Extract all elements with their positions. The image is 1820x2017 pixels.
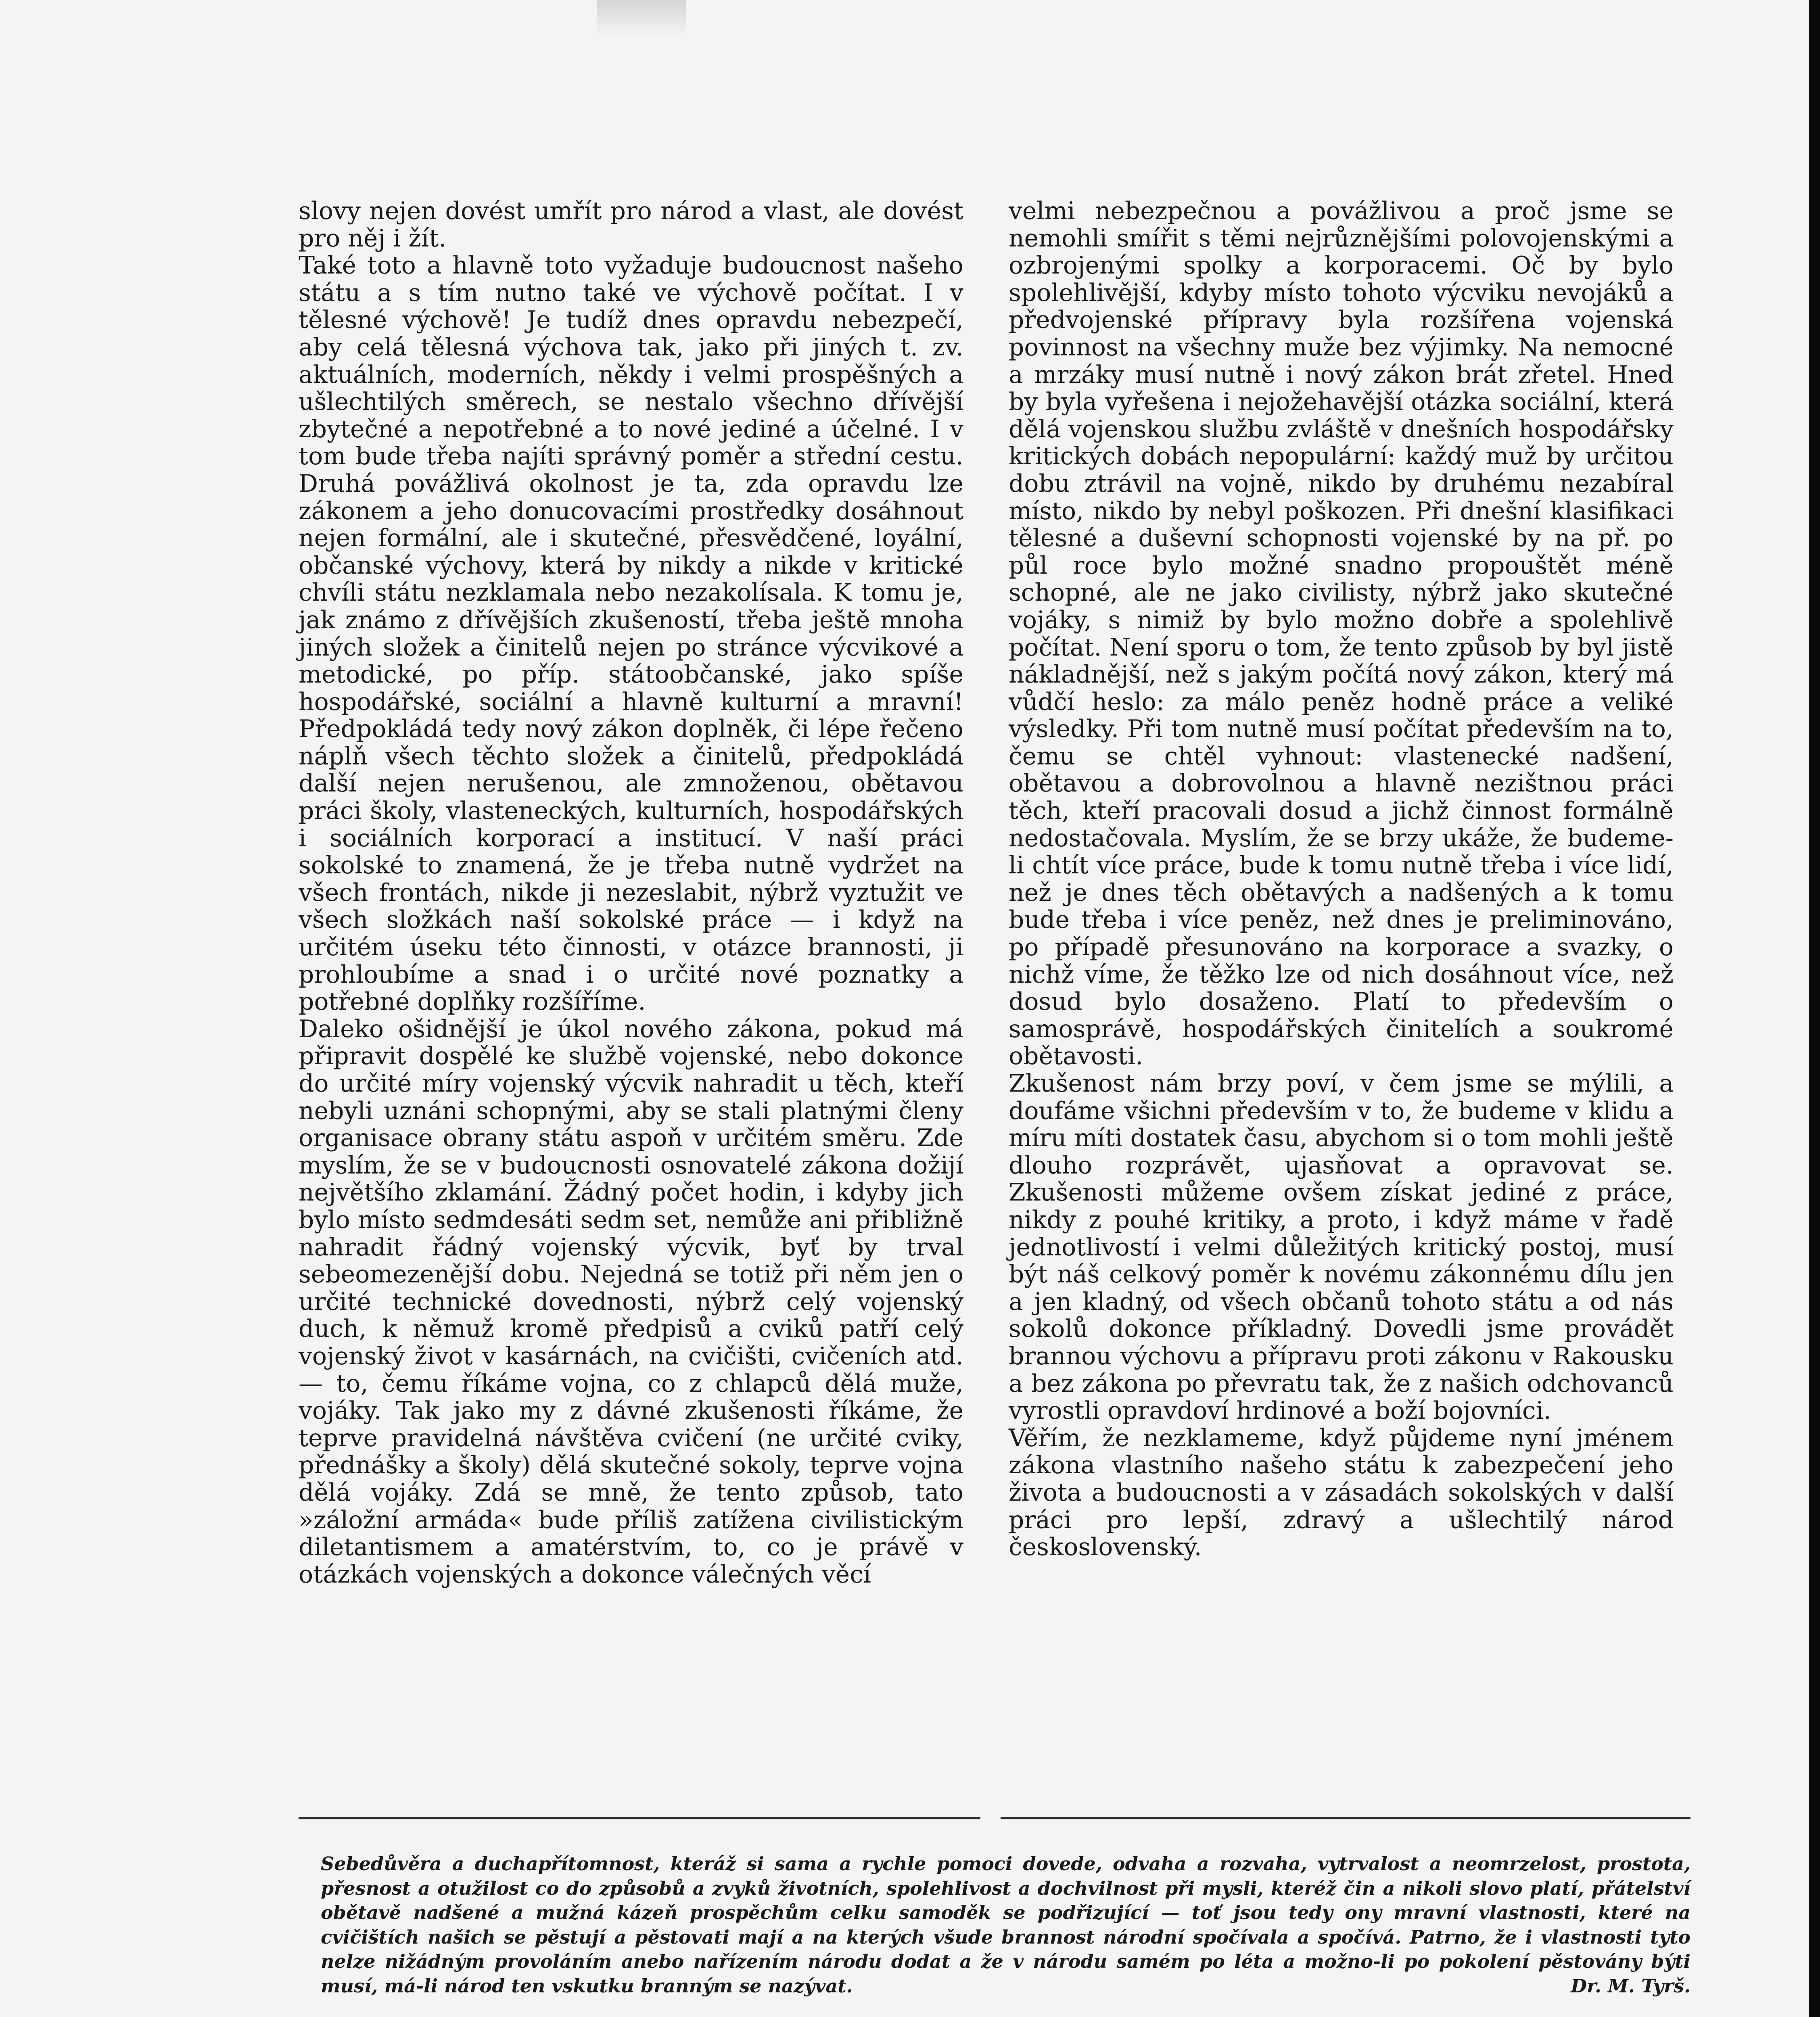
- article-column-right: [1009, 198, 1674, 1561]
- right-paragraph-2: Zkušenost nám brzy poví, v čem jsme se mýlili, a doufáme všichni především v to, že budeme v klidu a míru míti dostatek času, abychom si o tom mohli ještě dlouho rozprávět, ujasňovat a opravovat se. Zkušenosti můžeme ovšem získat jediné z práce, nikdy z pouhé kritiky, a proto, i když máme v řadě jednotlivostí i velmi důležitých kritický postoj, musí být náš celkový poměr k novému zákonnému dílu jen a jen kladný, od všech občanů tohoto státu a od nás sokolů dokonce příkladný. Dovedli jsme provádět brannou výchovu a přípravu proti zákonu v Rakousku a bez zákona po převratu tak, že z našich odchovanců vyrostli opravdoví hrdinové a boží bojovníci.: [1009, 1069, 1674, 1425]
- divider-rule-left: [299, 1817, 980, 1819]
- divider-rule-right: [1001, 1817, 1690, 1819]
- quote-text: Sebedůvěra a duchapřítomnost, kteráž si sama a rychle pomoci dovede, odvaha a rozvaha, vytrvalost a neomrzelost, prostota, přesnost a otužilost co do způsobů a zvyků životních, spolehlivost a dochvilnost při mysli, kteréž čin a nikoli slovo platí, přátelství obětavě nadšené a mužná kázeň prospěchům celku samoděk se podřizující — toť jsou tedy ony mravní vlastnosti, které na cvičištích našich se pěstují a pěstovati mají a na kterých všude brannost národní spočívala a spočívá. Patrno, že i vlastnosti tyto nelze nižádným provoláním anebo nařízením národu dodat a že v národu samém po léta a možno-li po pokolení pěstovány býti musí, má-li národ ten vskutku branným se nazývat.: [321, 1853, 1690, 1997]
- right-paragraph-3: Věřím, že nezklameme, když půjdeme nyní jménem zákona vlastního našeho státu k zabezpečení jeho života a budoucnosti a v zásadách sokolských v další práci pro lepší, zdravý a ušlechtilý národ československý.: [1009, 1424, 1674, 1562]
- quote-author: Dr. M. Tyrš.: [1571, 1975, 1690, 1997]
- right-paragraph-1: velmi nebezpečnou a povážlivou a proč jsme se nemohli smířit s těmi nejrůznějšími polovojenskými a ozbrojenými spolky a korporacemi. Oč by bylo spolehlivější, kdyby místo tohoto výcviku nevojáků a předvojenské přípravy byla rozšířena vojenská povinnost na všechny muže bez výjimky. Na nemocné a mrzáky musí nutně i nový zákon brát zřetel. Hned by byla vyřešena i nejožehavější otázka sociální, která dělá vojenskou službu zvláště v dnešních hospodářsky kritických dobách nepopulární: každý muž by určitou dobu ztrávil na vojně, nikdo by druhému nezabíral místo, nikdo by nebyl poškozen. Při dnešní klasifikaci tělesné a duševní schopnosti vojenské by na př. po půl roce bylo možné snadno propouštět méně schopné, ale ne jako civilisty, nýbrž jako skutečné vojáky, s nimiž by bylo možno dobře a spolehlivě počítat. Není sporu o tom, že tento způsob by byl jistě nákladnější, než s jakým počítá nový zákon, který má vůdčí heslo: za málo peněz hodně práce a veliké výsledky. Při tom nutně musí počítat především na to, čemu se chtěl vyhnout: vlastenecké nadšení, obětavou a dobrovolnou a hlavně nezištnou práci těch, kteří pracovali dosud a jichž činnost formálně nedostačovala. Myslím, že se brzy ukáže, že budeme-li chtít více práce, bude k tomu nutně třeba i více lidí, než je dnes těch obětavých a nadšených a k tomu bude třeba i více peněz, než dnes je preliminováno, po případě přesunováno na korporace a svazky, o nichž víme, že těžko lze od nich dosáhnout více, než dosud bylo dosaženo. Platí to především o samosprávě, hospodářských činitelích a soukromé obětavosti.: [1009, 197, 1674, 1071]
- left-paragraph-1: slovy nejen dovést umřít pro národ a vlast, ale dovést pro něj i žít.: [299, 197, 963, 253]
- scan-smudge: [597, 0, 686, 36]
- left-paragraph-2: Také toto a hlavně toto vyžaduje budoucnost našeho státu a s tím nutno také ve výchově počítat. I v tělesné výchově! Je tudíž dnes opravdu nebezpečí, aby celá tělesná výchova tak, jako při jiných t. zv. aktuálních, moderních, někdy i velmi prospěšných a ušlechtilých směrech, se nestalo všechno dřívější zbytečné a nepotřebné a to nové jediné a účelné. I v tom bude třeba najíti správný poměr a střední cestu. Druhá povážlivá okolnost je ta, zda opravdu lze zákonem a jeho donucovacími prostředky dosáhnout nejen formální, ale i skutečné, přesvědčené, loyální, občanské výchovy, která by nikdy a nikde v kritické chvíli státu nezklamala nebo nezakolísala. K tomu je, jak známo z dřívějších zkušeností, třeba ještě mnoha jiných složek a činitelů nejen po stránce výcvikové a metodické, po příp. státoobčanské, jako spíše hospodářské, sociální a hlavně kulturní a mravní! Předpokládá tedy nový zákon doplněk, či lépe řečeno náplň všech těchto složek a činitelů, předpokládá další nejen nerušenou, ale zmnoženou, obětavou práci školy, vlasteneckých, kulturních, hospodářských i sociálních korporací a institucí. V naší práci sokolské to znamená, že je třeba nutně vydržet na všech frontách, nikde ji nezeslabit, nýbrž vyztužit ve všech složkách naší sokolské práce — i když na určitém úseku této činnosti, v otázce brannosti, ji prohloubíme a snad i o určité nové poznatky a potřebné doplňky rozšíříme.: [299, 251, 963, 1016]
- left-paragraph-3: Daleko ošidnější je úkol nového zákona, pokud má připravit dospělé ke službě vojenské, nebo dokonce do určité míry vojenský výcvik nahradit u těch, kteří nebyli uznáni schopnými, aby se stali platnými členy organisace obrany státu aspoň v určitém směru. Zde myslím, že se v budoucnosti osnovatelé zákona dožijí největšího zklamání. Žádný počet hodin, i kdyby jich bylo místo sedmdesáti sedm set, nemůže ani přibližně nahradit řádný vojenský výcvik, byť by trval sebeomezenější dobu. Nejedná se totiž při něm jen o určité technické dovednosti, nýbrž celý vojenský duch, k němuž kromě předpisů a cviků patří celý vojenský život v kasárnách, na cvičišti, cvičeních atd. — to, čemu říkáme vojna, co z chlapců dělá muže, vojáky. Tak jako my z dávné zkušenosti říkáme, že teprve pravidelná návštěva cvičení (ne určité cviky, přednášky a školy) dělá skutečné sokoly, teprve vojna dělá vojáky. Zdá se mně, že tento způsob, tato »záložní armáda« bude příliš zatížena civilistickým diletantismem a amatérstvím, to, co je právě v otázkách vojenských a dokonce válečných věcí: [299, 1015, 963, 1589]
- article-column-left: [299, 198, 963, 1588]
- scan-border-right: [1809, 0, 1820, 2017]
- tyrs-quote: [321, 1852, 1690, 1998]
